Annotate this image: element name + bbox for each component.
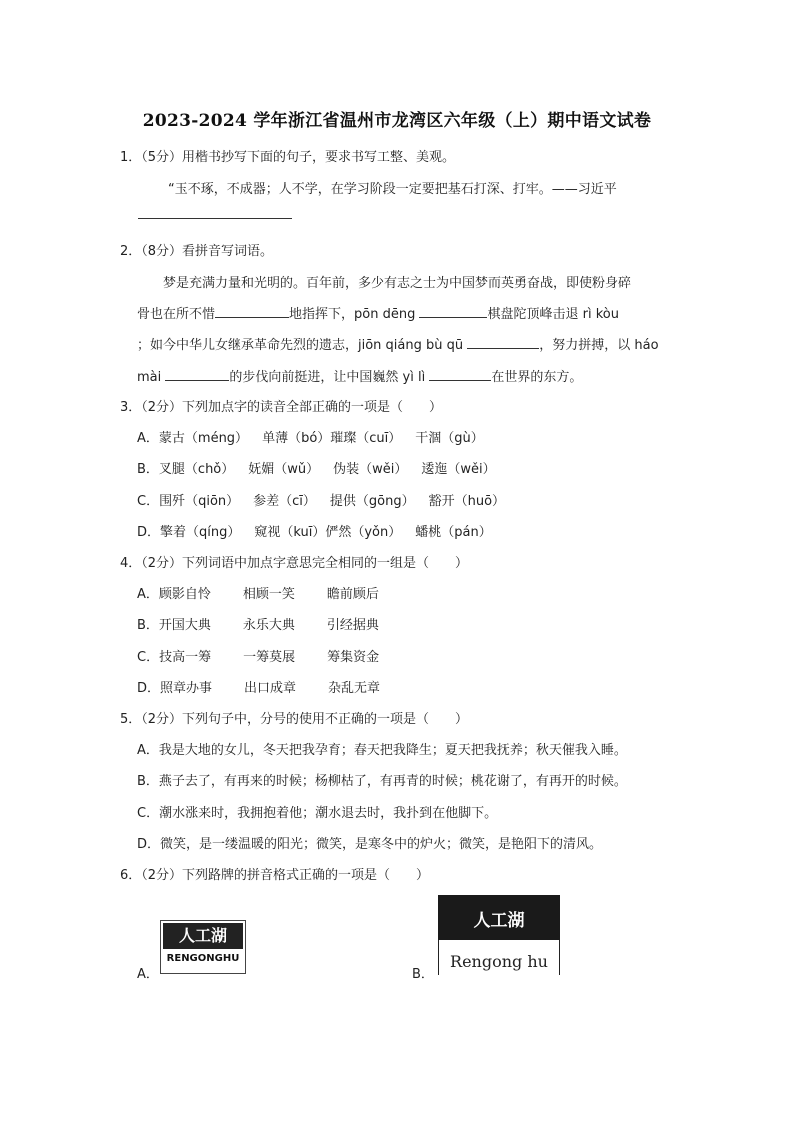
question-1-answer-line — [138, 206, 292, 223]
sign-pinyin-text: RENGONGHU — [166, 953, 240, 964]
question-3-option-d[interactable] — [137, 521, 492, 540]
option-label: B． — [137, 774, 159, 789]
option-item: 一筹莫展 — [243, 650, 296, 665]
option-label: C． — [137, 494, 160, 509]
option-item: 相顾一笑 — [242, 587, 295, 602]
question-5-head: 5．（2分）下列句子中，分号的使用不正确的一项是（ ） — [120, 712, 469, 727]
question-5-option-b[interactable] — [137, 770, 627, 789]
option-item: 璀璨（cuī） — [330, 431, 402, 446]
option-label: D． — [137, 681, 161, 696]
question-5-option-a[interactable] — [137, 739, 627, 758]
option-label: A． — [137, 743, 159, 758]
option-label: B． — [137, 462, 159, 477]
option-item: 单薄（bó） — [262, 431, 331, 446]
option-label: D． — [137, 525, 161, 540]
question-2-text: 棋盘陀顶峰击退 rì kòu — [487, 307, 619, 322]
question-2-text: 骨也在所不惜 — [137, 307, 216, 322]
option-text: 微笑，是一缕温暖的阳光；微笑，是寒冬中的炉火；微笑，是艳阳下的清风。 — [160, 837, 603, 852]
answer-blank[interactable] — [429, 368, 491, 381]
question-2-text: ，努力拼搏，以 háo — [539, 338, 659, 353]
sign-pinyin-text: Rengong hu — [438, 940, 560, 975]
road-sign-option-a[interactable] — [160, 920, 246, 974]
option-item: 围歼（qiōn） — [159, 494, 240, 509]
option-label: A． — [137, 587, 159, 602]
option-item: 出口成章 — [244, 681, 297, 696]
answer-blank[interactable] — [138, 206, 292, 219]
question-3-option-a[interactable] — [137, 427, 484, 446]
option-item: 蟠桃（pán） — [415, 525, 492, 540]
question-2-text-line-1: 梦是充满力量和光明的。百年前，多少有志之士为中国梦而英勇奋战，即使粉身碎 — [163, 276, 632, 291]
question-1-quote: “玉不琢，不成器；人不学，在学习阶段一定要把基石打深、打牢。——习近平 — [168, 182, 617, 197]
option-text: 潮水涨来时，我拥抱着他；潮水退去时，我扑到在他脚下。 — [159, 806, 498, 821]
question-2-text-line-2 — [137, 303, 619, 322]
question-2-text-line-3 — [137, 334, 659, 353]
answer-blank[interactable] — [419, 305, 487, 318]
option-item: 窥视（kuī） — [254, 525, 326, 540]
option-item: 提供（gōng） — [329, 494, 415, 509]
question-3-option-b[interactable] — [137, 458, 496, 477]
option-item: 引经据典 — [326, 618, 379, 633]
answer-blank[interactable] — [467, 336, 539, 349]
question-5-option-c[interactable] — [137, 802, 497, 821]
sign-chinese-text: 人工湖 — [163, 923, 243, 949]
question-3-option-c[interactable] — [137, 490, 505, 509]
option-item: 妩媚（wǔ） — [248, 462, 320, 477]
question-2-text: 地指挥下，pōn dēng — [289, 307, 416, 322]
question-2-head: 2．（8分）看拼音写词语。 — [120, 244, 274, 259]
question-4-option-d[interactable] — [137, 677, 380, 696]
option-label: B． — [137, 618, 159, 633]
question-2-text: 在世界的东方。 — [491, 370, 583, 385]
question-2-text: 的步伐向前挺进，让中国巍然 yì lì — [229, 370, 426, 385]
option-item: 杂乱无章 — [328, 681, 381, 696]
option-item: 瞻前顾后 — [326, 587, 379, 602]
question-6-option-a-label[interactable]: A． — [137, 967, 159, 982]
question-6-option-b-label[interactable]: B． — [412, 967, 434, 982]
question-2-text: ；如今中华儿女继承革命先烈的遗志，jiōn qiáng bù qū — [137, 338, 464, 353]
sign-chinese-text: 人工湖 — [438, 895, 560, 940]
question-1-head: 1．（5分）用楷书抄写下面的句子，要求书写工整、美观。 — [120, 150, 456, 165]
option-item: 开国大典 — [158, 618, 211, 633]
option-text: 燕子去了，有再来的时候；杨柳枯了，有再青的时候；桃花谢了，有再开的时候。 — [158, 774, 627, 789]
page-title: 2023-2024 学年浙江省温州市龙湾区六年级（上）期中语文试卷 — [142, 111, 652, 131]
question-4-option-b[interactable] — [137, 614, 379, 633]
option-label: A． — [137, 431, 159, 446]
question-6-head: 6．（2分）下列路牌的拼音格式正确的一项是（ ） — [120, 868, 430, 883]
option-text: 我是大地的女儿，冬天把我孕育；春天把我降生；夏天把我抚养；秋天催我入睡。 — [158, 743, 627, 758]
option-item: 叉腿（chǒ） — [158, 462, 235, 477]
question-4-option-a[interactable] — [137, 583, 379, 602]
question-2-text: mài — [137, 370, 162, 385]
option-item: 参差（cī） — [253, 494, 316, 509]
question-3-head: 3．（2分）下列加点字的读音全部正确的一项是（ ） — [120, 400, 443, 415]
option-item: 蒙古（méng） — [158, 431, 249, 446]
option-item: 擎着（qíng） — [160, 525, 241, 540]
option-item: 俨然（yǒn） — [325, 525, 402, 540]
option-item: 干涸（gù） — [415, 431, 484, 446]
question-4-option-c[interactable] — [137, 646, 379, 665]
option-item: 逶迤（wěi） — [421, 462, 496, 477]
answer-blank[interactable] — [215, 305, 289, 318]
option-item: 顾影自怜 — [158, 587, 211, 602]
question-4-head: 4．（2分）下列词语中加点字意思完全相同的一组是（ ） — [120, 556, 469, 571]
option-item: 技高一筹 — [159, 650, 212, 665]
answer-blank[interactable] — [165, 368, 229, 381]
option-label: C． — [137, 806, 160, 821]
option-item: 豁开（huō） — [428, 494, 506, 509]
option-item: 永乐大典 — [242, 618, 295, 633]
option-label: D． — [137, 837, 161, 852]
question-5-option-d[interactable] — [137, 833, 602, 852]
option-item: 照章办事 — [160, 681, 213, 696]
option-label: C． — [137, 650, 160, 665]
option-item: 筹集资金 — [327, 650, 380, 665]
option-item: 伪装（wěi） — [333, 462, 408, 477]
road-sign-option-b[interactable] — [438, 895, 560, 975]
question-2-text-line-4 — [137, 366, 582, 385]
